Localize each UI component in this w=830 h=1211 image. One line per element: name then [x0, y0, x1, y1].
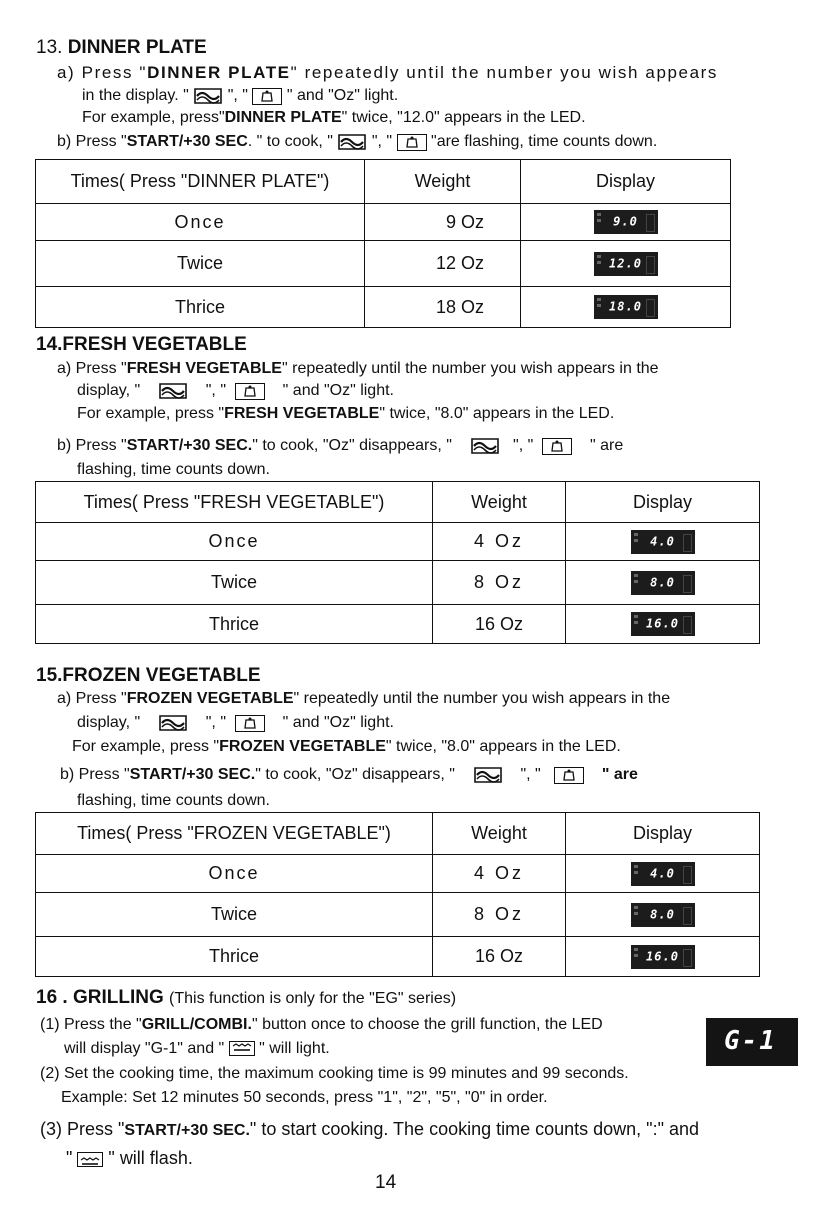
microwave-icon: [473, 766, 503, 784]
section-14-title: 14.FRESH VEGETABLE: [36, 334, 247, 355]
table-row: Thrice 18 Oz 18.0: [36, 287, 731, 328]
microwave-icon: [470, 437, 500, 455]
s14-step-b: b) Press "START/+30 SEC." to cook, "Oz" disappears, " ", " " are: [57, 437, 624, 455]
s16-step-1: (1) Press the "GRILL/COMBI." button once to choose the grill function, the LED: [40, 1016, 603, 1033]
table-row: Once 4 Oz 4.0: [36, 523, 760, 561]
s14-step-a: a) Press "FRESH VEGETABLE" repeatedly until the number you wish appears in the: [57, 360, 659, 377]
s15-table: [35, 812, 760, 977]
s14-table: [35, 481, 760, 644]
page-number: 14: [375, 1172, 397, 1193]
s13-step-a-line2: in the display. " ", " " and "Oz" light.: [82, 87, 399, 105]
grill-icon: [229, 1041, 255, 1056]
s16-step-2: (2) Set the cooking time, the maximum cooking time is 99 minutes and 99 seconds.: [40, 1065, 629, 1082]
table-row: Thrice 16 Oz 16.0: [36, 937, 760, 977]
s15-step-b-line2: flashing, time counts down.: [77, 792, 270, 809]
led-display: 8.0: [631, 571, 695, 595]
table-header: Times( Press "FRESH VEGETABLE"): [36, 482, 433, 523]
weight-icon: [235, 383, 265, 400]
grill-led-display: G-1: [706, 1018, 798, 1066]
s16-step-1-line2: will display "G-1" and " " will light.: [64, 1040, 330, 1057]
microwave-icon: [337, 133, 367, 151]
microwave-icon: [158, 382, 188, 400]
table-header: Weight: [365, 160, 521, 204]
led-display: 12.0: [594, 252, 658, 276]
table-header: Weight: [433, 813, 566, 855]
led-display: 4.0: [631, 530, 695, 554]
s16-step-3: (3) Press "START/+30 SEC." to start cooking. The cooking time counts down, ":" and: [40, 1119, 699, 1139]
microwave-icon: [158, 714, 188, 732]
weight-icon: [235, 715, 265, 732]
s15-step-b: b) Press "START/+30 SEC." to cook, "Oz" disappears, " ", " " are: [60, 766, 638, 784]
table-row: Once 4 Oz 4.0: [36, 855, 760, 893]
table-header: Weight: [433, 482, 566, 523]
weight-icon: [554, 767, 584, 784]
table-header: Display: [521, 160, 731, 204]
s14-step-a-line2: display, " ", " " and "Oz" light.: [77, 382, 394, 400]
weight-icon: [397, 134, 427, 151]
table-header: Display: [566, 813, 760, 855]
s14-step-b-line2: flashing, time counts down.: [77, 461, 270, 478]
weight-icon: [542, 438, 572, 455]
s13-step-a: a) Press "DINNER PLATE" repeatedly until the number you wish appears: [57, 63, 719, 82]
s15-example: For example, press "FROZEN VEGETABLE" twice, "8.0" appears in the LED.: [72, 738, 621, 755]
led-display: 4.0: [631, 862, 695, 886]
section-13-title: 13. DINNER PLATE: [36, 37, 207, 58]
led-display: 18.0: [594, 295, 658, 319]
table-header: Times( Press "FROZEN VEGETABLE"): [36, 813, 433, 855]
table-row: Twice 8 Oz 8.0: [36, 561, 760, 605]
s16-step-3-line2: " " will flash.: [66, 1148, 193, 1168]
led-display: 16.0: [631, 945, 695, 969]
led-display: 9.0: [594, 210, 658, 234]
table-header: Times( Press "DINNER PLATE"): [36, 160, 365, 204]
s13-step-b: b) Press "START/+30 SEC. " to cook, " ", " "are flashing, time counts down.: [57, 133, 658, 151]
microwave-icon: [193, 87, 223, 105]
table-row: Twice 8 Oz 8.0: [36, 893, 760, 937]
section-15-title: 15.FROZEN VEGETABLE: [36, 665, 261, 686]
s16-step-2-example: Example: Set 12 minutes 50 seconds, press "1", "2", "5", "0" in order.: [61, 1089, 548, 1106]
led-display: 8.0: [631, 903, 695, 927]
weight-icon: [252, 88, 282, 105]
s13-example: For example, press"DINNER PLATE" twice, "12.0" appears in the LED.: [82, 109, 586, 126]
s15-step-a-line2: display, " ", " " and "Oz" light.: [77, 714, 394, 732]
table-header: Display: [566, 482, 760, 523]
grill-icon: [77, 1152, 103, 1167]
s14-example: For example, press "FRESH VEGETABLE" twice, "8.0" appears in the LED.: [77, 405, 615, 422]
s13-table: [35, 159, 731, 328]
table-row: Thrice 16 Oz 16.0: [36, 605, 760, 644]
table-row: Twice 12 Oz 12.0: [36, 241, 731, 287]
s15-step-a: a) Press "FROZEN VEGETABLE" repeatedly until the number you wish appears in the: [57, 690, 671, 707]
led-display: 16.0: [631, 612, 695, 636]
section-16-title: 16 . GRILLING (This function is only for the "EG" series): [36, 987, 457, 1008]
table-row: Once 9 Oz 9.0: [36, 204, 731, 241]
